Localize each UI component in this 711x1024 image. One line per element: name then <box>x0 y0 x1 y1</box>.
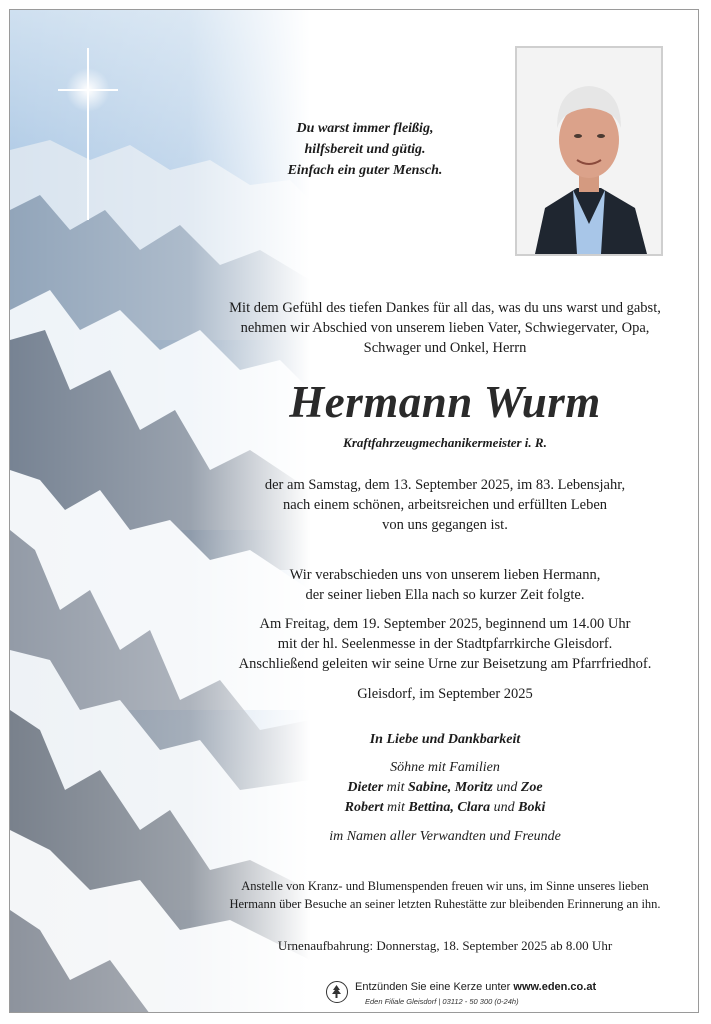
family-line-dieter <box>200 778 690 798</box>
motto-line: hilfsbereit und gütig. <box>304 142 426 157</box>
family-name: Bettina, Clara <box>408 800 491 815</box>
deceased-name: Hermann Wurm <box>289 377 601 427</box>
portrait-photo <box>515 46 663 256</box>
intro-line: nehmen wir Abschied von unserem lieben Vater, Schwiegervater, Opa, <box>240 320 650 336</box>
relatives-line: im Namen aller Verwandten und Freunde <box>329 829 561 844</box>
family-connector: mit <box>386 780 405 795</box>
sons-label: Söhne mit Familien <box>390 760 500 775</box>
motto-line: Du warst immer fleißig, <box>296 121 434 136</box>
family-name: Sabine, Moritz <box>408 780 493 795</box>
funeral-service <box>200 614 690 674</box>
motto-quote <box>185 118 545 181</box>
flowers-line: Hermann über Besuche an seiner letzten Ruhestätte zur bleibenden Erinnerung an ihn. <box>229 897 661 911</box>
love-heading: In Liebe und Dankbarkeit <box>369 732 521 747</box>
branch-info: Eden Filiale Gleisdorf | 03112 - 50 300 (0-24h) <box>365 997 519 1006</box>
family-name: Zoe <box>520 780 543 795</box>
family-name: Robert <box>344 800 384 815</box>
family-connector: und <box>493 800 515 815</box>
family-name: Dieter <box>347 780 384 795</box>
flowers-notice <box>190 877 699 913</box>
family-connector: mit <box>387 800 405 815</box>
family-connector: und <box>496 780 518 795</box>
candle-label: Entzünden Sie eine Kerze unter <box>355 981 511 993</box>
tree-logo-icon <box>326 981 348 1003</box>
family-name: Boki <box>518 800 546 815</box>
death-notice <box>200 475 690 535</box>
profession: Kraftfahrzeugmechanikermeister i. R. <box>343 435 547 450</box>
farewell-line: der seiner lieben Ella nach so kurzer Zeit folgte. <box>305 587 585 603</box>
place-date: Gleisdorf, im September 2025 <box>357 686 533 702</box>
urn-viewing: Urnenaufbahrung: Donnerstag, 18. September 2025 ab 8.00 Uhr <box>277 938 613 953</box>
footer-funeral-home <box>310 979 640 1013</box>
website-link[interactable]: www.eden.co.at <box>513 981 597 993</box>
obituary-card <box>9 9 699 1013</box>
death-line: nach einem schönen, arbeitsreichen und erfüllten Leben <box>282 497 608 513</box>
death-line: von uns gegangen ist. <box>382 517 508 533</box>
intro-line: Mit dem Gefühl des tiefen Dankes für all das, was du uns warst und gabst, <box>229 300 661 316</box>
service-line: mit der hl. Seelenmesse in der Stadtpfarrkirche Gleisdorf. <box>277 636 613 652</box>
death-line: der am Samstag, dem 13. September 2025, im 83. Lebensjahr, <box>264 477 626 493</box>
flowers-line: Anstelle von Kranz- und Blumenspenden freuen wir uns, im Sinne unseres lieben <box>241 879 649 893</box>
motto-line: Einfach ein guter Mensch. <box>287 163 443 178</box>
family-line-robert <box>200 798 690 818</box>
candle-text <box>355 981 596 993</box>
intro-text <box>200 298 690 358</box>
intro-line: Schwager und Onkel, Herrn <box>363 340 527 356</box>
service-line: Am Freitag, dem 19. September 2025, beginnend um 14.00 Uhr <box>259 616 631 632</box>
farewell-text <box>200 565 690 605</box>
farewell-line: Wir verabschieden uns von unserem lieben Hermann, <box>289 567 601 583</box>
service-line: Anschließend geleiten wir seine Urne zur Beisetzung am Pfarrfriedhof. <box>238 656 652 672</box>
